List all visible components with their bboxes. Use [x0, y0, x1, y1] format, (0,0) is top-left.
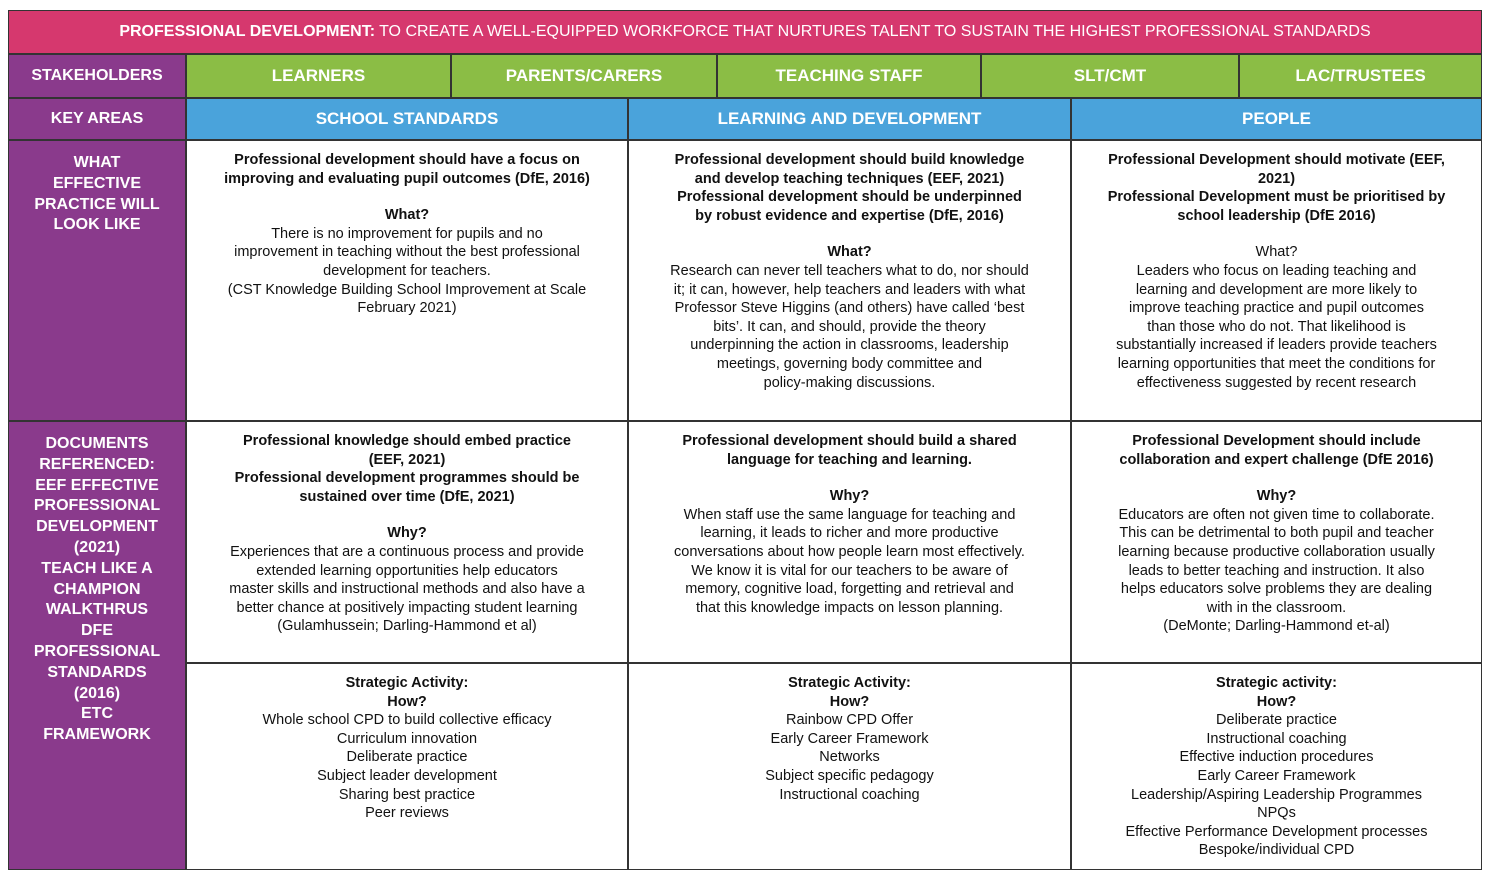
- title-banner: [8, 10, 1482, 54]
- list-item: Subject specific pedagogy: [765, 767, 934, 784]
- stakeholder-teaching-staff: TEACHING STAFF: [717, 54, 981, 98]
- list-item: Sharing best practice: [338, 786, 476, 803]
- list-item: Early Career Framework: [770, 730, 929, 747]
- list-item: Instructional coaching: [779, 786, 920, 803]
- list-item: Networks: [819, 749, 880, 766]
- list-item: Whole school CPD to build collective efficacy: [262, 712, 552, 729]
- list-item: Effective induction procedures: [1179, 749, 1374, 766]
- list-item: Rainbow CPD Offer: [785, 712, 914, 729]
- why-people: Professional Development should include collaboration and expert challenge (DfE 2016) Why? Educators are often not given time to collaborate. This can be detrimental to both pupil and teacher learning because productive collaboration usually leads to better teaching and instruction. It also helps educators solve problems they are dealing with in the classroom. (DeMonte; Darling-Hammond et-al): [1071, 421, 1482, 663]
- stakeholder-learners: LEARNERS: [186, 54, 451, 98]
- list-item: Instructional coaching: [1206, 730, 1347, 747]
- practice-school-standards: Professional development should have a focus on improving and evaluating pupil outcomes (DfE, 2016) What? There is no improvement for pupils and no improvement in teaching without the best professional development for teachers. (CST Knowledge Building School Improvement at Scale February 2021): [186, 140, 628, 421]
- practice-people: Professional Development should motivate (EEF, 2021) Professional Development must be prioritised by school leadership (DfE 2016) What? Leaders who focus on leading teaching and learning and development are more likely to improve teaching practice and pupil outcomes than those who do not. That likelihood is substantially increased if leaders provide teachers learning opportunities that meet the conditions for effectiveness suggested by recent research: [1071, 140, 1482, 421]
- stakeholder-slt-cmt: SLT/CMT: [981, 54, 1239, 98]
- strategic-school-standards: Strategic Activity: How? Whole school CPD to build collective efficacy Curriculum innovation Deliberate practice Subject leader development Sharing best practice Peer reviews: [186, 663, 628, 870]
- title-prefix: PROFESSIONAL DEVELOPMENT:: [119, 23, 376, 40]
- list-item: Subject leader development: [317, 767, 497, 784]
- stakeholder-parents-carers: PARENTS/CARERS: [451, 54, 717, 98]
- list-item: Peer reviews: [365, 805, 449, 822]
- list-item: NPQs: [1257, 805, 1296, 822]
- key-areas-label: KEY AREAS: [8, 98, 186, 140]
- stakeholders-label: STAKEHOLDERS: [8, 54, 186, 98]
- strategic-people: Strategic activity: How? Deliberate practice Instructional coaching Effective induction procedures Early Career Framework Leadership/Aspiring Leadership Programmes NPQs Effective Performance Development processes Bespoke/individual CPD: [1071, 663, 1482, 870]
- stakeholder-lac-trustees: LAC/TRUSTEES: [1239, 54, 1482, 98]
- why-learning-development: Professional development should build a shared language for teaching and learning. Why? When staff use the same language for teaching and learning, it leads to richer and more productive conversations about how people learn most effectively. We know it is vital for our teachers to be aware of memory, cognitive load, forgetting and retrieval and that this knowledge impacts on lesson planning.: [628, 421, 1071, 663]
- list-item: Effective Performance Development processes: [1125, 823, 1428, 840]
- professional-development-table: [8, 10, 1482, 870]
- strategic-learning-development: Strategic Activity: How? Rainbow CPD Offer Early Career Framework Networks Subject specific pedagogy Instructional coaching: [628, 663, 1071, 870]
- title-text: TO CREATE A WELL-EQUIPPED WORKFORCE THAT NURTURES TALENT TO SUSTAIN THE HIGHEST PROFESSIONAL STANDARDS: [379, 23, 1371, 40]
- row-label-documents-referenced: DOCUMENTS REFERENCED: EEF EFFECTIVE PROFESSIONAL DEVELOPMENT (2021) TEACH LIKE A CHAMPION WALKTHRUS DFE PROFESSIONAL STANDARDS (2016) ETC FRAMEWORK: [8, 421, 186, 870]
- key-area-people: PEOPLE: [1071, 98, 1482, 140]
- why-school-standards: Professional knowledge should embed practice (EEF, 2021) Professional development programmes should be sustained over time (DfE, 2021) Why? Experiences that are a continuous process and provide extended learning opportunities help educators master skills and instructional methods and also have a better chance at positively impacting student learning (Gulamhussein; Darling-Hammond et al): [186, 421, 628, 663]
- list-item: Bespoke/individual CPD: [1198, 842, 1355, 859]
- list-item: Leadership/Aspiring Leadership Programmes: [1131, 786, 1422, 803]
- key-area-school-standards: SCHOOL STANDARDS: [186, 98, 628, 140]
- list-item: Early Career Framework: [1197, 767, 1356, 784]
- key-area-learning-development: LEARNING AND DEVELOPMENT: [628, 98, 1071, 140]
- practice-learning-development: Professional development should build knowledge and develop teaching techniques (EEF, 2021) Professional development should be underpinned by robust evidence and expertise (DfE, 2016) What? Research can never tell teachers what to do, nor should it; it can, however, help teachers and leaders with what Professor Steve Higgins (and others) have called ‘best bits’. It can, and should, provide the theory underpinning the action in classrooms, leadership meetings, governing body committee and policy-making discussions.: [628, 140, 1071, 421]
- list-item: Deliberate practice: [1216, 712, 1337, 729]
- row-label-effective-practice: WHAT EFFECTIVE PRACTICE WILL LOOK LIKE: [8, 140, 186, 421]
- list-item: Curriculum innovation: [336, 730, 478, 747]
- list-item: Deliberate practice: [346, 749, 468, 766]
